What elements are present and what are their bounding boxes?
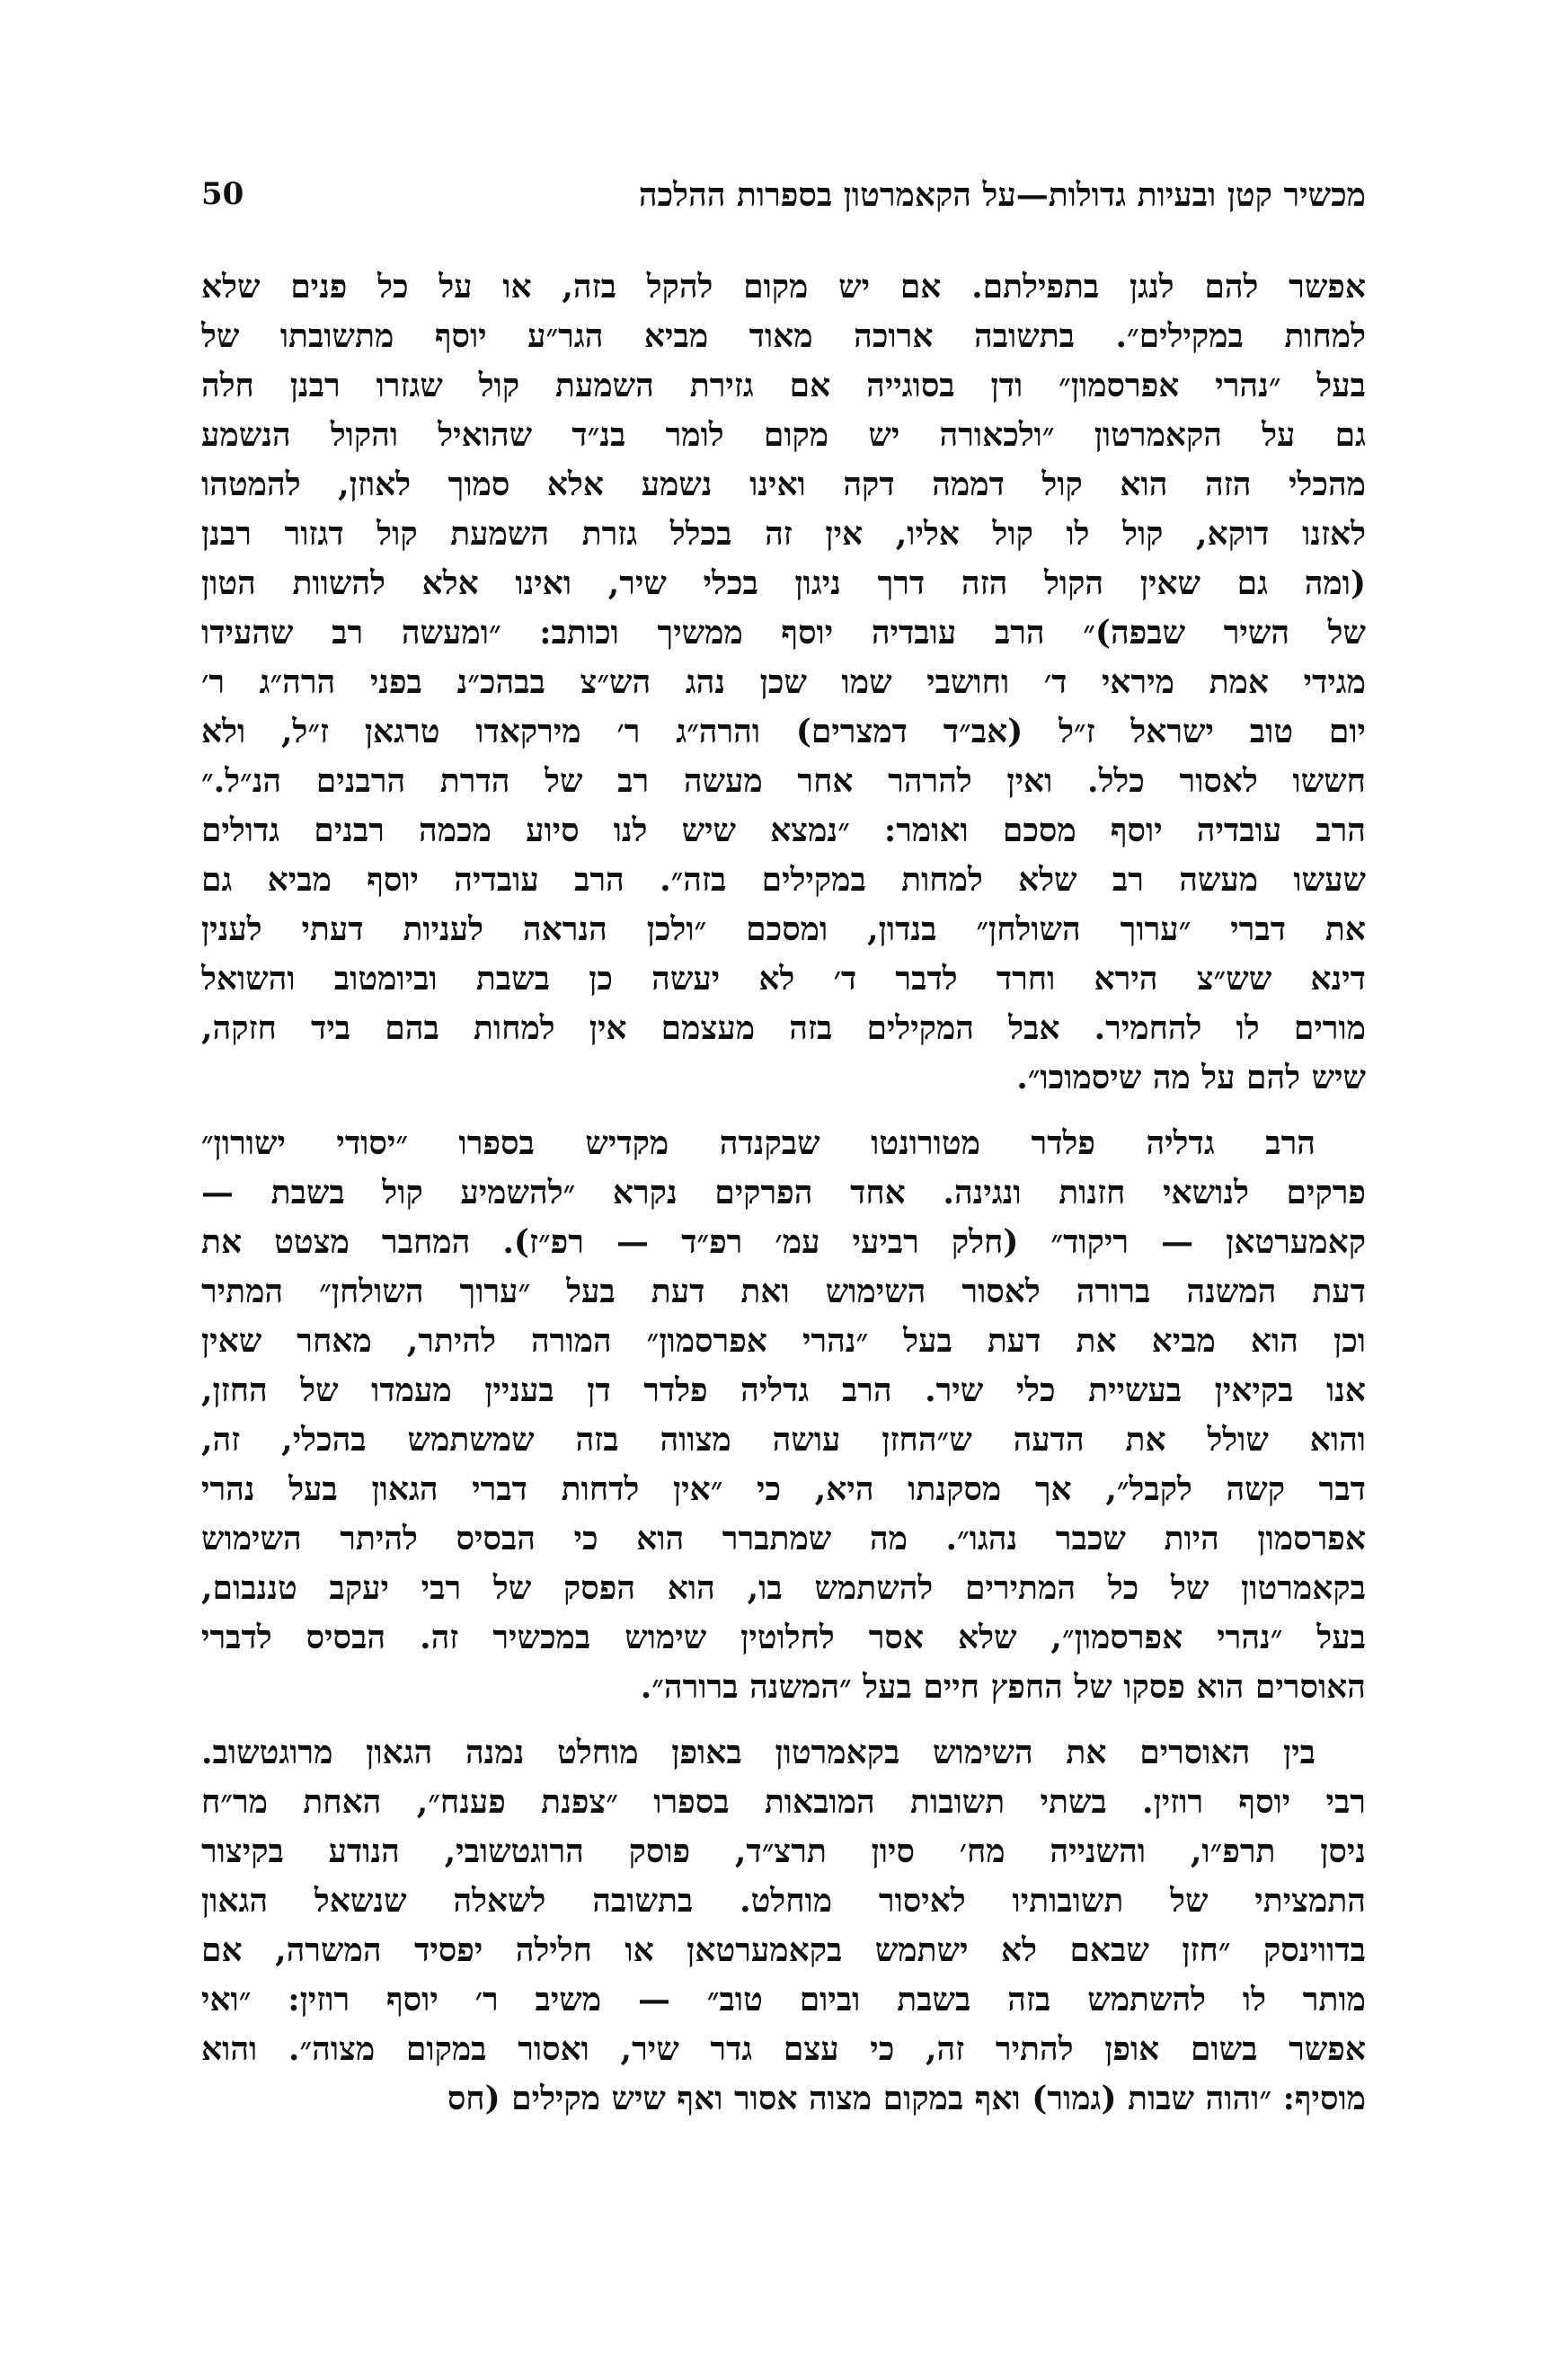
text-line: למחות במקילים״. בתשובה ארוכה מאוד מביא הגר״ע יוסף מתשובתו של — [201, 317, 1366, 355]
text-line: גם על הקאמרטון ״ולכאורה יש מקום לומר בנ״ד שהואיל והקול הנשמע — [201, 416, 1366, 454]
text-line: לאזנו דוקא, קול לו קול אליו, אין זה בכלל גזרת השמעת קול דגזור רבנן — [201, 515, 1366, 553]
text-line: שיש להם על מה שיסמוכו״. — [1016, 1059, 1366, 1096]
text-line: מגידי אמת מיראי ד׳ וחושבי שמו שכן נהג הש״צ בבהכ״נ בפני הרה״ג ר׳ — [201, 663, 1366, 701]
text-line: אנו בקיאין בעשיית כלי שיר. הרב גדליה פלדר דן בעניין מעמדו של החזן, — [201, 1371, 1366, 1409]
text-line: בין האוסרים את השימוש בקאמרטון באופן מוחלט נמנה הגאון מרוגטשוב. — [201, 1734, 1316, 1771]
page-header — [201, 176, 1366, 221]
paragraph — [201, 1119, 1366, 1712]
text-line: רבי יוסף רוזין. בשתי תשובות המובאות בספרו ״צפנת פענח״, האחת מר״ח — [201, 1783, 1366, 1821]
text-line: אפרסמון היות שכבר נהגו״. מה שמתברר הוא כי הבסיס להיתר השימוש — [201, 1520, 1366, 1557]
text-line: בעל ״נהרי אפרסמון״ ודן בסוגייה אם גזירת השמעת קול שגזרו רבנן חלה — [201, 367, 1366, 404]
text-line: האוסרים הוא פסקו של החפץ חיים בעל ״המשנה ברורה״. — [640, 1668, 1366, 1706]
text-line: פרקים לנושאי חזנות ונגינה. אחד הפרקים נקרא ״להשמיע קול בשבת — — [201, 1174, 1366, 1211]
text-line: דבר קשה לקבל״, אך מסקנתו היא, כי ״אין לדחות דברי הגאון בעל נהרי — [201, 1470, 1366, 1508]
text-line: הרב עובדיה יוסף מסכם ואומר: ״נמצא שיש לנו סיוע מכמה רבנים גדולים — [201, 812, 1366, 849]
paragraph-gap — [201, 1103, 1366, 1119]
text-line: וכן הוא מביא את דעת בעל ״נהרי אפרסמון״ המורה להיתר, מאחר שאין — [201, 1322, 1366, 1360]
text-line: הרב גדליה פלדר מטורונטו שבקנדה מקדיש בספרו ״יסודי ישורון״ — [201, 1124, 1316, 1162]
text-line: מותר לו להשתמש בזה בשבת וביום טוב״ — משיב ר׳ יוסף רוזין: ״ואי — [201, 1981, 1366, 2019]
text-line: דינא שש״צ הירא וחרד לדבר ד׳ לא יעשה כן בשבת וביומטוב והשואל — [201, 960, 1366, 998]
text-line: של השיר שבפה)״ הרב עובדיה יוסף ממשיך וכותב: ״ומעשה רב שהעידו — [201, 614, 1366, 652]
body-text — [201, 262, 1366, 2124]
text-line: יום טוב ישראל ז״ל (אב״ד דמצרים) והרה״ג ר׳ מירקאדו טרגאן ז״ל, ולא — [201, 713, 1366, 750]
text-line: אפשר להם לנגן בתפילתם. אם יש מקום להקל בזה, או על כל פנים שלא — [201, 268, 1366, 306]
text-line: בעל ״נהרי אפרסמון״, שלא אסר לחלוטין שימוש במכשיר זה. הבסיס לדברי — [201, 1619, 1366, 1656]
running-title: מכשיר קטן ובעיות גדולות—על הקאמרטון בספרות ההלכה — [638, 176, 1366, 214]
text-line: את דברי ״ערוך השולחן״ בנדון, ומסכם ״ולכן הנראה לעניות דעתי לענין — [201, 910, 1366, 948]
text-line: דעת המשנה ברורה לאסור השימוש ואת דעת בעל ״ערוך השולחן״ המתיר — [201, 1273, 1366, 1310]
paragraph — [201, 262, 1366, 1103]
text-line: אפשר בשום אופן להתיר זה, כי עצם גדר שיר, ואסור במקום מצוה״. והוא — [201, 2030, 1366, 2068]
text-line: מורים לו להחמיר. אבל המקילים בזה מעצמם אין למחות בהם ביד חזקה, — [201, 1009, 1366, 1047]
text-line: חששו לאסור כלל. ואין להרהר אחר מעשה רב של הדרת הרבנים הנ״ל.״ — [201, 762, 1366, 800]
paragraph — [201, 1728, 1366, 2124]
text-line: התמציתי של תשובותיו לאיסור מוחלט. בתשובה לשאלה שנשאל הגאון — [201, 1882, 1366, 1920]
text-line: בקאמרטון של כל המתירים להשתמש בו, הוא הפסק של רבי יעקב טננבום, — [201, 1569, 1366, 1607]
text-line: מוסיף: ״והוה שבות (גמור) ואף במקום מצוה אסור ואף שיש מקילים (חס — [447, 2080, 1366, 2117]
text-line: שעשו מעשה רב שלא למחות במקילים בזה״. הרב עובדיה יוסף מביא גם — [201, 861, 1366, 899]
page-number: 50 — [201, 176, 244, 212]
text-line: מהכלי הזה הוא קול דממה דקה ואינו נשמע אלא סמוך לאוזן, להמטהו — [201, 466, 1366, 503]
text-line: (ומה גם שאין הקול הזה דרך ניגון בכלי שיר, ואינו אלא להשוות הטון — [201, 564, 1366, 602]
paragraph-gap — [201, 1712, 1366, 1728]
text-line: והוא שולל את הדעה ש״החזן עושה מצווה בזה שמשתמש בהכלי, זה, — [201, 1421, 1366, 1459]
text-line: קאמערטאן — ריקוד״ (חלק רביעי עמ׳ רפ״ד — רפ״ז). המחבר מצטט את — [201, 1223, 1366, 1261]
text-line: ניסן תרפ״ו, והשנייה מח׳ סיון תרצ״ד, פוסק הרוגטשובי, הנודע בקיצור — [201, 1832, 1366, 1870]
text-line: בדווינסק ״חזן שבאם לא ישתמש בקאמערטאן או חלילה יפסיד המשרה, אם — [201, 1931, 1366, 1969]
